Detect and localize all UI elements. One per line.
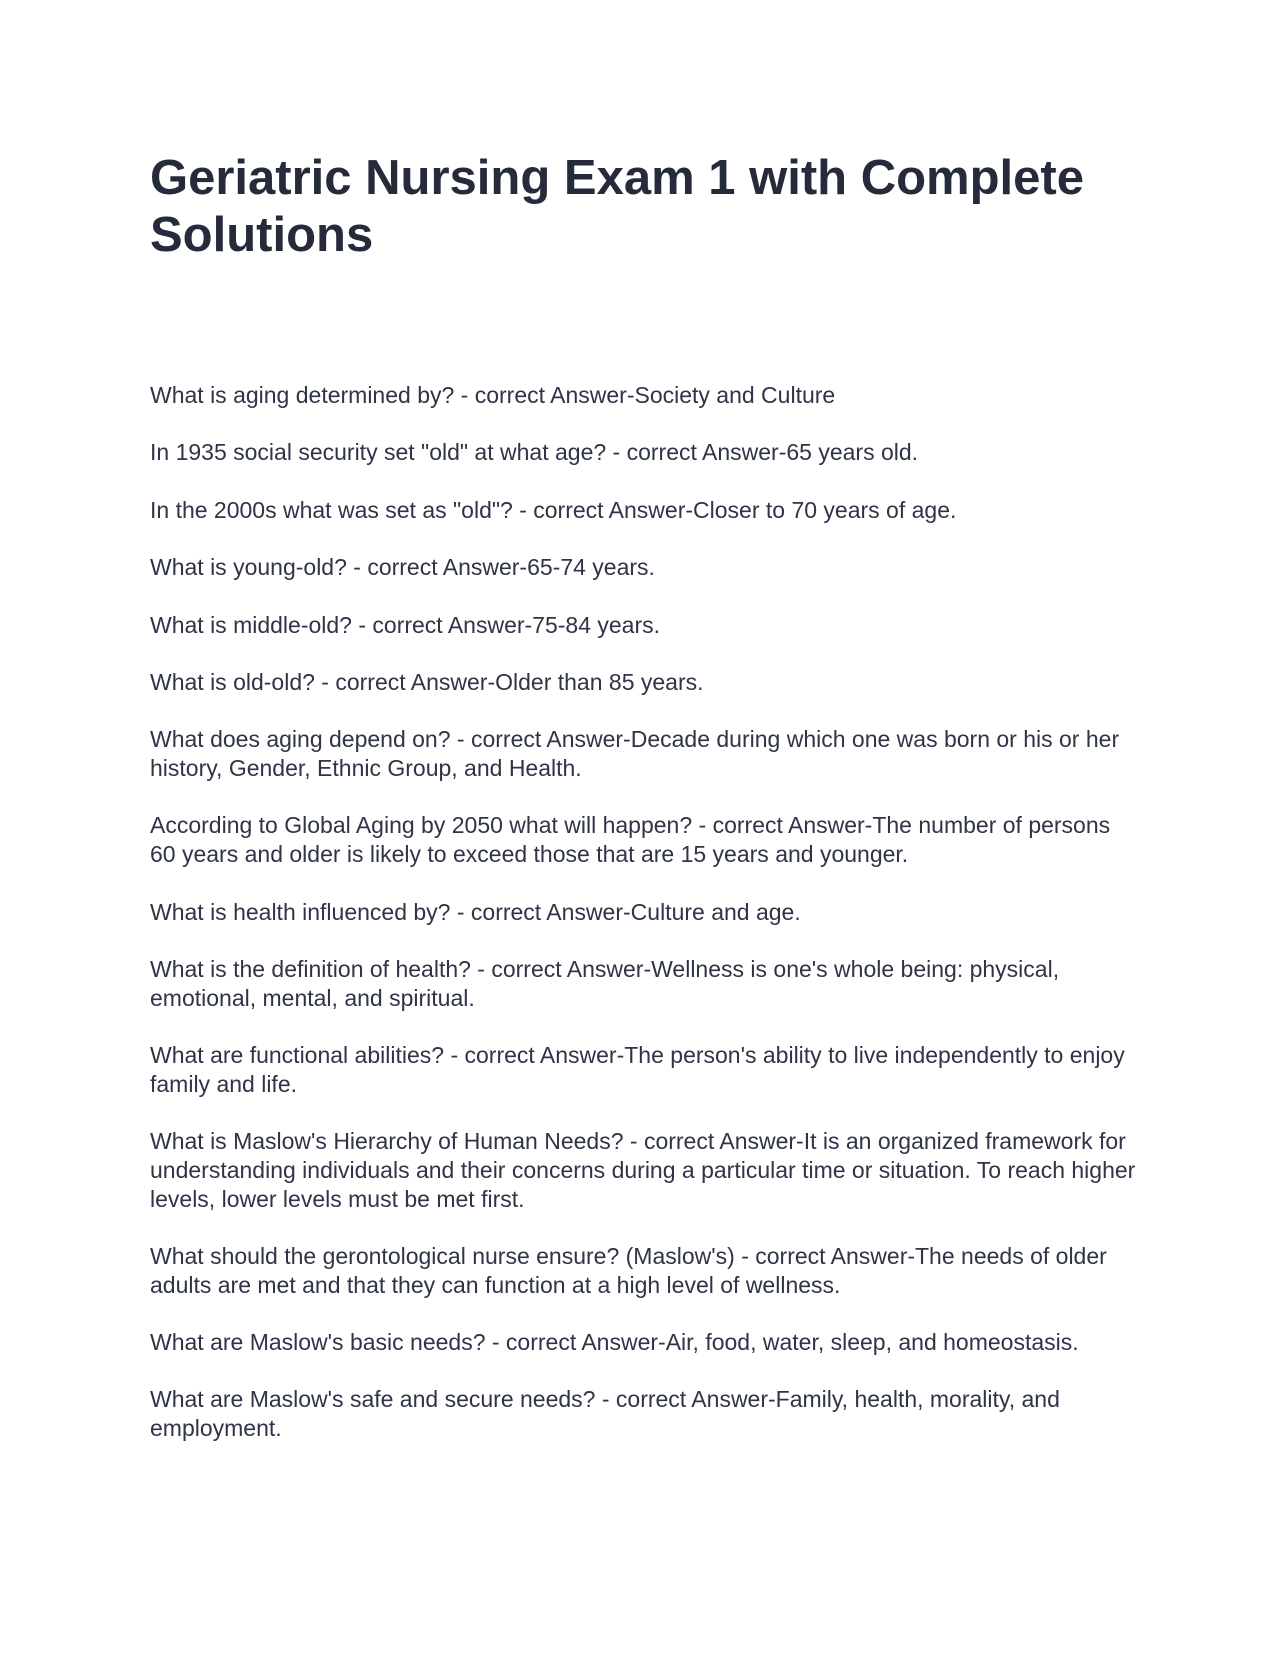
- qa-item: According to Global Aging by 2050 what will happen? - correct Answer-The number of persons 60 years and older is likely to exceed those that are 15 years and younger.: [150, 812, 1111, 868]
- qa-item: What is aging determined by? - correct Answer-Society and Culture: [150, 382, 836, 408]
- qa-item: What are Maslow's basic needs? - correct Answer-Air, food, water, sleep, and homeostasis.: [150, 1329, 1079, 1355]
- qa-list: [150, 381, 1140, 1471]
- qa-item: What is old-old? - correct Answer-Older than 85 years.: [150, 668, 704, 695]
- qa-item: What are Maslow's safe and secure needs? - correct Answer-Family, health, morality, and employment.: [150, 1386, 1060, 1442]
- qa-item: What is the definition of health? - correct Answer-Wellness is one's whole being: physical, emotional, mental, and spiritual.: [150, 955, 1060, 1011]
- qa-item: What does aging depend on? - correct Answer-Decade during which one was born or his or her history, Gender, Ethnic Group, and Health.: [150, 726, 1120, 782]
- document-title: Geriatric Nursing Exam 1 with Complete Solutions: [150, 151, 1084, 262]
- qa-item: What is health influenced by? - correct Answer-Culture and age.: [150, 898, 801, 925]
- qa-item: In 1935 social security set "old" at what age? - correct Answer-65 years old.: [150, 439, 919, 466]
- qa-item: What is young-old? - correct Answer-65-74 years.: [150, 554, 655, 581]
- qa-item: What should the gerontological nurse ensure? (Maslow's) - correct Answer-The needs of older adults are met and that they can function at a high level of wellness.: [150, 1242, 1107, 1298]
- qa-item: What is middle-old? - correct Answer-75-84 years.: [150, 611, 661, 638]
- qa-item: What are functional abilities? - correct Answer-The person's ability to live independently to enjoy family and life.: [150, 1042, 1125, 1097]
- qa-item: What is Maslow's Hierarchy of Human Needs? - correct Answer-It is an organized framework for understanding individuals and their concerns during a particular time or situation. To reach higher levels, lower levels must be met first.: [150, 1128, 1136, 1212]
- qa-item: In the 2000s what was set as "old"? - correct Answer-Closer to 70 years of age.: [150, 496, 957, 523]
